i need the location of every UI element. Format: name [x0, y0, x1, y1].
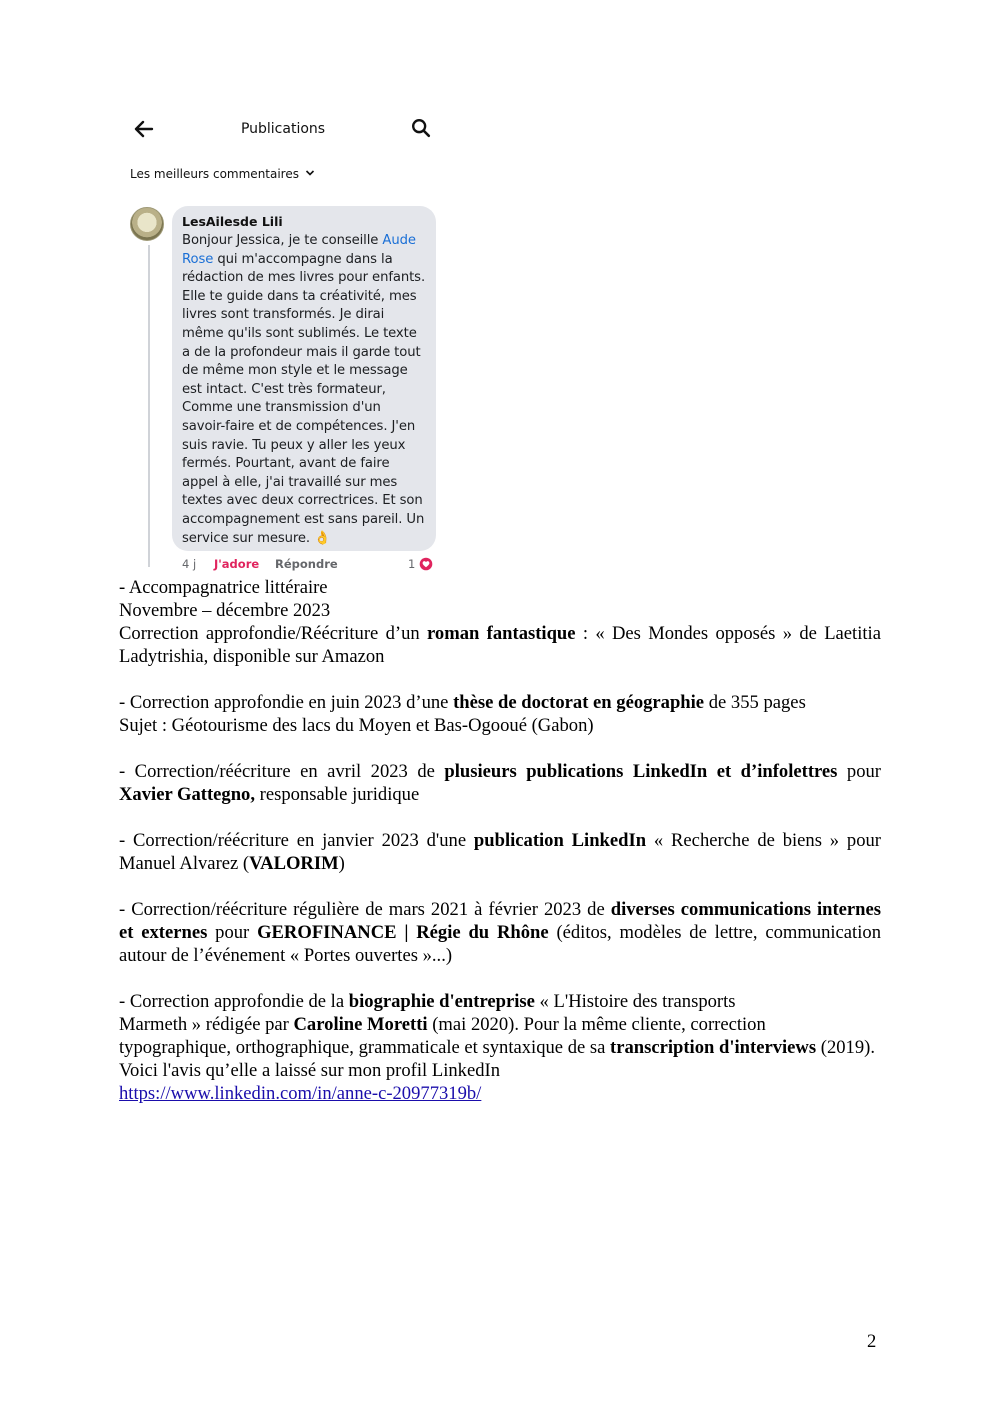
comment-author[interactable]: LesAilesde Lili: [182, 214, 283, 229]
heart-icon[interactable]: [419, 557, 433, 571]
embedded-screenshot: [118, 105, 448, 575]
text: pour: [837, 761, 881, 782]
bold-text: roman fantastique: [427, 623, 576, 644]
comment-text: [182, 232, 426, 548]
bold-text: Xavier Gattegno,: [119, 784, 255, 805]
screenshot-header: [118, 113, 448, 145]
comment-time: 4 j: [182, 557, 197, 571]
avatar[interactable]: [130, 207, 164, 241]
like-button[interactable]: J'adore: [214, 557, 260, 571]
reaction-count: 1: [408, 557, 416, 571]
entry-2-subject: Sujet : Géotourisme des lacs du Moyen et Bas-Ogooué (Gabon): [119, 715, 594, 736]
bold-text: VALORIM: [249, 853, 339, 874]
bold-text: diverses communications internes et externes: [119, 899, 881, 943]
text: (2019). Voici l'avis qu’elle a laissé sur mon profil LinkedIn: [119, 1037, 875, 1081]
thread-line: [148, 245, 150, 567]
entry-4: [119, 829, 881, 875]
bold-text: GEROFINANCE | Régie du Rhône: [257, 922, 549, 943]
text: pour: [207, 922, 258, 943]
entry-2: [119, 691, 881, 714]
back-arrow-icon[interactable]: [132, 117, 156, 141]
bold-text: plusieurs publications LinkedIn et d’infolettres: [444, 761, 838, 782]
comment-bubble: [172, 206, 436, 551]
entry-1-date: Novembre – décembre 2023: [119, 600, 331, 621]
linkedin-profile-link[interactable]: https://www.linkedin.com/in/anne-c-20977319b/: [119, 1083, 482, 1104]
entry-1-description: [119, 622, 881, 668]
bold-text: Caroline Moretti: [293, 1014, 428, 1035]
text: « Recherche de biens » pour Manuel Alvarez (: [119, 830, 881, 874]
text: - Correction approfondie en juin 2023 d’une: [119, 692, 454, 713]
text: - Correction/réécriture en avril 2023 de: [119, 761, 445, 782]
entry-5: [119, 898, 881, 967]
text: : « Des Mondes opposés » de Laetitia Ladytrishia, disponible sur Amazon: [119, 623, 881, 667]
mentioned-profile-link[interactable]: Aude Rose: [182, 233, 416, 267]
comment-text-part: qui m'accompagne dans la rédaction de mes livres pour enfants. Elle te guide dans ta créativité, mes livres sont transformés. Je dirai même qu'ils sont sublimés. Le texte a de la profondeur mais il garde tout de même mon style et le message est intact. C'est très formateur, Comme une transmission d'un savoir-faire et de compétences. J'en suis ravie. Tu peux y aller les yeux fermés. Pourtant, avant de faire appel à elle, j'ai travaillé sur mes textes avec deux correctrices. Et son accompagnement est sans pareil. Un service sur mesure. 👌: [182, 251, 426, 546]
text: - Correction/réécriture régulière de mars 2021 à février 2023 de: [119, 899, 611, 920]
sort-dropdown[interactable]: Les meilleurs commentaires: [130, 167, 299, 181]
entry-3: [119, 760, 881, 806]
screenshot-title: Publications: [240, 121, 326, 137]
bold-text: publication LinkedIn: [473, 830, 647, 851]
text: ): [338, 853, 345, 874]
entry-1-title: - Accompagnatrice littéraire: [119, 577, 328, 598]
reply-button[interactable]: Répondre: [275, 557, 338, 571]
page-number: 2: [867, 1331, 877, 1352]
bold-text: thèse de doctorat en géographie: [453, 692, 705, 713]
text: (mai 2020). Pour la même cliente, correction typographique, orthographique, grammaticale et syntaxique de sa: [119, 1014, 766, 1058]
entry-6-body: [119, 1013, 881, 1082]
text: de 355 pages: [704, 692, 806, 713]
search-icon[interactable]: [410, 117, 432, 139]
chevron-down-icon[interactable]: [305, 167, 315, 179]
document-body: [119, 576, 881, 1105]
text: (éditos, modèles de lettre, communication autour de l’événement « Portes ouvertes »...): [119, 922, 881, 966]
comment-text-part: Bonjour Jessica, je te conseille: [182, 233, 383, 248]
bold-text: biographie d'entreprise: [348, 991, 535, 1012]
text: responsable juridique: [255, 784, 420, 805]
text: - Correction/réécriture en janvier 2023 d'une: [119, 830, 474, 851]
linkedin-link-line: [119, 1082, 881, 1105]
text: « L'Histoire des transports: [534, 991, 736, 1012]
text: Correction approfondie/Réécriture d’un: [119, 623, 428, 644]
text: Marmeth » rédigée par: [119, 1014, 294, 1035]
entry-6-first-line: [119, 990, 881, 1013]
text: - Correction approfondie de la: [119, 991, 349, 1012]
comment-meta: [182, 557, 438, 573]
bold-text: transcription d'interviews: [610, 1037, 817, 1058]
